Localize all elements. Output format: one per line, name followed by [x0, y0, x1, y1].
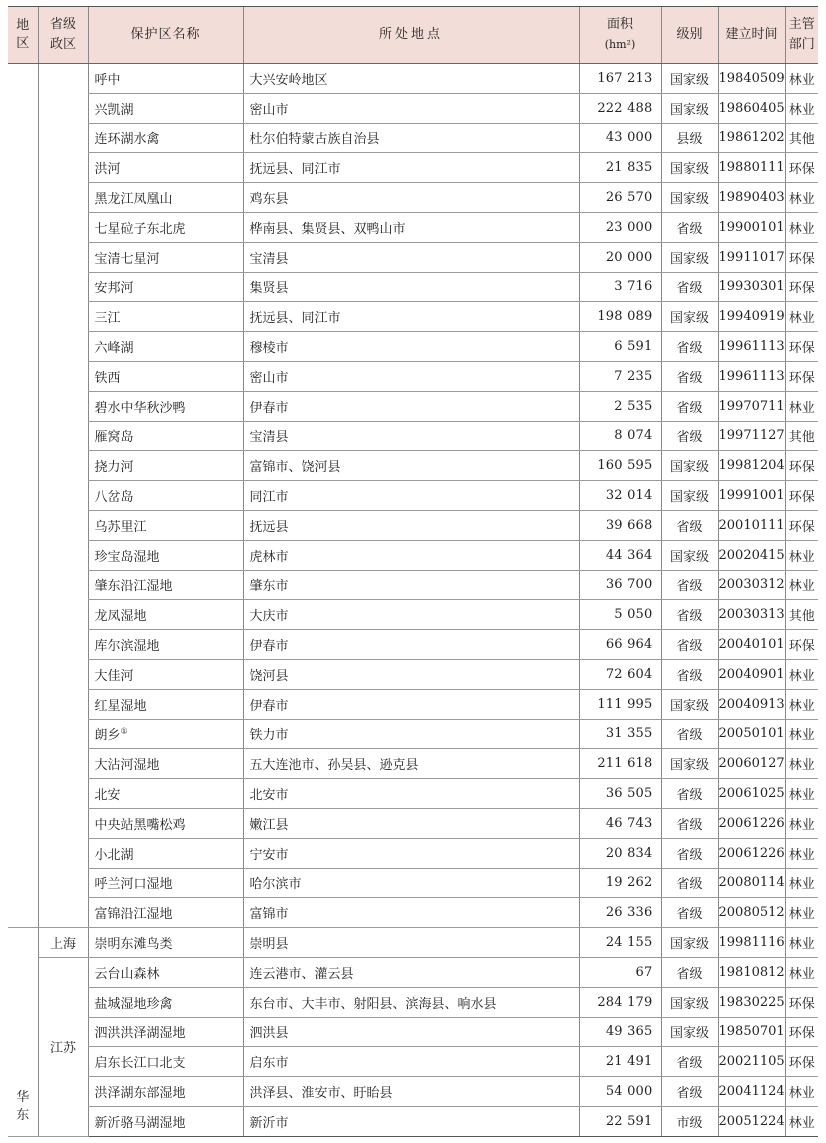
reserve-name: 铁西: [88, 361, 243, 391]
reserve-location: 伊春市: [243, 689, 579, 719]
reserve-location: 肇东市: [243, 570, 579, 600]
reserve-dept: 林业: [785, 212, 818, 242]
reserve-area: 21 491: [579, 1047, 661, 1077]
reserve-level: 省级: [661, 1047, 718, 1077]
reserve-area: 222 488: [579, 93, 661, 123]
reserve-level: 省级: [661, 898, 718, 928]
reserve-date: 19940919: [718, 302, 785, 332]
reserve-date: 19981204: [718, 451, 785, 481]
reserve-date: 20040101: [718, 630, 785, 660]
footnote-marker: ①: [120, 727, 128, 737]
reserve-name: 安邦河: [88, 272, 243, 302]
header-area: 面积 (hm²): [579, 7, 661, 64]
reserve-area: 43 000: [579, 123, 661, 153]
reserve-date: 20030313: [718, 600, 785, 630]
table-row: [8, 481, 818, 511]
reserve-area: 198 089: [579, 302, 661, 332]
reserve-level: 省级: [661, 332, 718, 362]
reserve-date: 19840509: [718, 64, 785, 94]
table-row: [8, 1106, 818, 1136]
table-row: [8, 93, 818, 123]
reserve-name: 红星湿地: [88, 689, 243, 719]
header-dept: 主管部门: [785, 7, 818, 64]
reserve-dept: 林业: [785, 183, 818, 213]
reserve-name: 朗乡①: [88, 719, 243, 749]
reserve-date: 19991001: [718, 481, 785, 511]
reserve-location: 密山市: [243, 93, 579, 123]
reserve-level: 省级: [661, 272, 718, 302]
reserve-area: 111 995: [579, 689, 661, 719]
reserve-date: 19961113: [718, 361, 785, 391]
reserve-name: 黑龙江凤凰山: [88, 183, 243, 213]
reserve-dept: 环保: [785, 451, 818, 481]
reserve-name: 兴凯湖: [88, 93, 243, 123]
header-row: [8, 7, 818, 64]
reserve-location: 泗洪县: [243, 1017, 579, 1047]
table-row: [8, 987, 818, 1017]
reserve-level: 国家级: [661, 183, 718, 213]
table-row: [8, 153, 818, 183]
reserve-level: 省级: [661, 1077, 718, 1107]
reserve-location: 伊春市: [243, 391, 579, 421]
reserve-area: 20 000: [579, 242, 661, 272]
reserve-name: 启东长江口北支: [88, 1047, 243, 1077]
reserve-dept: 林业: [785, 540, 818, 570]
reserve-area: 22 591: [579, 1106, 661, 1136]
table-row: [8, 600, 818, 630]
reserve-name: 北安: [88, 779, 243, 809]
reserve-level: 省级: [661, 630, 718, 660]
reserve-name: 泗洪洪泽湖湿地: [88, 1017, 243, 1047]
reserve-level: 省级: [661, 361, 718, 391]
reserve-area: 2 535: [579, 391, 661, 421]
reserve-name: 库尔滨湿地: [88, 630, 243, 660]
reserve-level: 国家级: [661, 749, 718, 779]
reserve-location: 哈尔滨市: [243, 868, 579, 898]
reserve-dept: 林业: [785, 838, 818, 868]
reserve-name: 崇明东滩鸟类: [88, 928, 243, 958]
reserve-location: 密山市: [243, 361, 579, 391]
reserve-dept: 林业: [785, 719, 818, 749]
reserve-name: 大佳河: [88, 659, 243, 689]
reserve-dept: 林业: [785, 928, 818, 958]
reserve-dept: 林业: [785, 391, 818, 421]
reserve-area: 31 355: [579, 719, 661, 749]
reserve-dept: 林业: [785, 570, 818, 600]
reserve-name: 龙凤湿地: [88, 600, 243, 630]
reserve-dept: 林业: [785, 779, 818, 809]
reserve-location: 宝清县: [243, 242, 579, 272]
reserve-date: 20030312: [718, 570, 785, 600]
reserve-area: 24 155: [579, 928, 661, 958]
reserve-name: 珍宝岛湿地: [88, 540, 243, 570]
reserve-dept: 林业: [785, 64, 818, 94]
reserve-level: 国家级: [661, 64, 718, 94]
reserve-area: 32 014: [579, 481, 661, 511]
reserve-area: 54 000: [579, 1077, 661, 1107]
reserve-location: 虎林市: [243, 540, 579, 570]
reserve-name: 宝清七星河: [88, 242, 243, 272]
reserve-location: 穆棱市: [243, 332, 579, 362]
reserve-dept: 林业: [785, 1106, 818, 1136]
reserve-area: 46 743: [579, 808, 661, 838]
reserve-date: 19961113: [718, 332, 785, 362]
table-row: [8, 570, 818, 600]
reserve-level: 省级: [661, 421, 718, 451]
reserve-location: 大兴安岭地区: [243, 64, 579, 94]
reserve-dept: 环保: [785, 510, 818, 540]
reserve-date: 20061226: [718, 838, 785, 868]
table-row: [8, 659, 818, 689]
reserve-name: 七星砬子东北虎: [88, 212, 243, 242]
reserve-dept: 林业: [785, 1077, 818, 1107]
table-row: [8, 332, 818, 362]
reserve-dept: 其他: [785, 421, 818, 451]
reserve-level: 国家级: [661, 93, 718, 123]
table-row: [8, 421, 818, 451]
table-row: [8, 183, 818, 213]
table-row: [8, 1077, 818, 1107]
reserve-area: 72 604: [579, 659, 661, 689]
reserve-name: 新沂骆马湖湿地: [88, 1106, 243, 1136]
table-row: [8, 212, 818, 242]
province-cell: 江苏: [38, 957, 88, 1136]
reserve-level: 市级: [661, 1106, 718, 1136]
reserve-name: 肇东沿江湿地: [88, 570, 243, 600]
header-name: 保护区名称: [88, 7, 243, 64]
reserve-dept: 环保: [785, 153, 818, 183]
reserve-level: 县级: [661, 123, 718, 153]
reserve-location: 鸡东县: [243, 183, 579, 213]
header-date: 建立时间: [718, 7, 785, 64]
reserve-dept: 林业: [785, 957, 818, 987]
reserve-area: 3 716: [579, 272, 661, 302]
table-row: [8, 1047, 818, 1077]
reserve-dept: 环保: [785, 242, 818, 272]
reserve-level: 省级: [661, 957, 718, 987]
reserve-dept: 其他: [785, 600, 818, 630]
reserve-dept: 环保: [785, 1047, 818, 1077]
reserve-dept: 环保: [785, 361, 818, 391]
reserve-name: 盐城湿地珍禽: [88, 987, 243, 1017]
reserve-level: 省级: [661, 779, 718, 809]
table-row: [8, 272, 818, 302]
reserve-name: 呼兰河口湿地: [88, 868, 243, 898]
reserve-level: 国家级: [661, 242, 718, 272]
table-row: [8, 1017, 818, 1047]
reserve-location: 大庆市: [243, 600, 579, 630]
reserve-area: 36 505: [579, 779, 661, 809]
reserve-level: 国家级: [661, 689, 718, 719]
header-location: 所处地点: [243, 7, 579, 64]
table-row: [8, 64, 818, 94]
table-row: [8, 361, 818, 391]
table-row: [8, 928, 818, 958]
reserve-area: 67: [579, 957, 661, 987]
reserve-dept: 其他: [785, 123, 818, 153]
reserve-area: 26 336: [579, 898, 661, 928]
reserve-location: 宁安市: [243, 838, 579, 868]
table-row: [8, 957, 818, 987]
reserve-name: 富锦沿江湿地: [88, 898, 243, 928]
reserve-area: 49 365: [579, 1017, 661, 1047]
reserve-location: 宝清县: [243, 421, 579, 451]
reserve-dept: 环保: [785, 332, 818, 362]
reserve-area: 20 834: [579, 838, 661, 868]
reserve-level: 国家级: [661, 987, 718, 1017]
reserve-location: 启东市: [243, 1047, 579, 1077]
table-row: [8, 719, 818, 749]
reserve-date: 19850701: [718, 1017, 785, 1047]
reserve-level: 省级: [661, 212, 718, 242]
reserve-level: 国家级: [661, 451, 718, 481]
reserve-level: 省级: [661, 868, 718, 898]
reserve-location: 抚远县: [243, 510, 579, 540]
reserve-name: 碧水中华秋沙鸭: [88, 391, 243, 421]
province-cell: 上海: [38, 928, 88, 958]
reserve-name: 乌苏里江: [88, 510, 243, 540]
reserve-date: 20020415: [718, 540, 785, 570]
reserve-location: 连云港市、灌云县: [243, 957, 579, 987]
reserve-level: 国家级: [661, 928, 718, 958]
table-row: [8, 808, 818, 838]
reserve-location: 嫩江县: [243, 808, 579, 838]
table-row: [8, 540, 818, 570]
reserve-area: 66 964: [579, 630, 661, 660]
table-row: [8, 510, 818, 540]
reserve-level: 国家级: [661, 481, 718, 511]
reserve-area: 8 074: [579, 421, 661, 451]
reserve-level: 国家级: [661, 540, 718, 570]
reserve-date: 20080114: [718, 868, 785, 898]
reserve-level: 国家级: [661, 302, 718, 332]
reserve-date: 19860405: [718, 93, 785, 123]
reserve-name: 呼中: [88, 64, 243, 94]
reserve-location: 集贤县: [243, 272, 579, 302]
reserve-dept: 林业: [785, 868, 818, 898]
reserve-date: 19880111: [718, 153, 785, 183]
reserve-name: 六峰湖: [88, 332, 243, 362]
reserve-area: 23 000: [579, 212, 661, 242]
reserve-date: 20010111: [718, 510, 785, 540]
reserve-area: 26 570: [579, 183, 661, 213]
reserve-name: 八岔岛: [88, 481, 243, 511]
reserve-date: 20060127: [718, 749, 785, 779]
reserve-location: 五大连池市、孙吴县、逊克县: [243, 749, 579, 779]
table-row: [8, 898, 818, 928]
reserve-level: 省级: [661, 719, 718, 749]
reserve-date: 19970711: [718, 391, 785, 421]
table-row: [8, 391, 818, 421]
reserve-name: 大沾河湿地: [88, 749, 243, 779]
reserve-name: 洪泽湖东部湿地: [88, 1077, 243, 1107]
reserve-name: 小北湖: [88, 838, 243, 868]
table-row: [8, 868, 818, 898]
table-row: [8, 779, 818, 809]
reserve-level: 省级: [661, 838, 718, 868]
reserve-area: 160 595: [579, 451, 661, 481]
reserve-date: 20041124: [718, 1077, 785, 1107]
reserve-dept: 环保: [785, 987, 818, 1017]
reserve-date: 20040913: [718, 689, 785, 719]
province-cell: [38, 64, 88, 928]
table-row: [8, 630, 818, 660]
reserve-location: 同江市: [243, 481, 579, 511]
reserve-location: 崇明县: [243, 928, 579, 958]
reserve-date: 20051224: [718, 1106, 785, 1136]
reserve-level: 省级: [661, 510, 718, 540]
reserve-dept: 林业: [785, 659, 818, 689]
reserve-area: 6 591: [579, 332, 661, 362]
reserve-area: 44 364: [579, 540, 661, 570]
reserve-date: 19930301: [718, 272, 785, 302]
table-row: [8, 242, 818, 272]
reserve-dept: 林业: [785, 302, 818, 332]
reserve-dept: 环保: [785, 630, 818, 660]
region-cell: 华东: [8, 928, 38, 1137]
reserve-level: 省级: [661, 391, 718, 421]
reserve-location: 桦南县、集贤县、双鸭山市: [243, 212, 579, 242]
reserve-name: 云台山森林: [88, 957, 243, 987]
reserve-area: 36 700: [579, 570, 661, 600]
reserve-dept: 林业: [785, 93, 818, 123]
reserve-date: 20021105: [718, 1047, 785, 1077]
reserve-location: 抚远县、同江市: [243, 153, 579, 183]
reserve-location: 新沂市: [243, 1106, 579, 1136]
region-cell: [8, 64, 38, 928]
reserve-level: 省级: [661, 600, 718, 630]
reserve-location: 洪泽县、淮安市、盱眙县: [243, 1077, 579, 1107]
reserves-table: [8, 6, 818, 1137]
reserve-name: 中央站黑嘴松鸡: [88, 808, 243, 838]
reserve-level: 省级: [661, 659, 718, 689]
reserve-location: 富锦市、饶河县: [243, 451, 579, 481]
reserve-date: 19900101: [718, 212, 785, 242]
reserve-level: 国家级: [661, 153, 718, 183]
reserve-name: 连环湖水禽: [88, 123, 243, 153]
reserve-location: 杜尔伯特蒙古族自治县: [243, 123, 579, 153]
reserve-dept: 林业: [785, 749, 818, 779]
reserve-date: 19810812: [718, 957, 785, 987]
reserve-location: 富锦市: [243, 898, 579, 928]
reserve-name: 挠力河: [88, 451, 243, 481]
reserve-date: 20040901: [718, 659, 785, 689]
reserve-dept: 林业: [785, 808, 818, 838]
reserve-name: 三江: [88, 302, 243, 332]
reserve-date: 19911017: [718, 242, 785, 272]
reserve-area: 5 050: [579, 600, 661, 630]
reserve-area: 284 179: [579, 987, 661, 1017]
reserve-date: 19981116: [718, 928, 785, 958]
reserve-date: 19830225: [718, 987, 785, 1017]
reserve-date: 19971127: [718, 421, 785, 451]
header-province: 省级政区: [38, 7, 88, 64]
table-row: [8, 123, 818, 153]
header-level: 级别: [661, 7, 718, 64]
reserve-dept: 环保: [785, 272, 818, 302]
reserve-area: 19 262: [579, 868, 661, 898]
reserve-location: 抚远县、同江市: [243, 302, 579, 332]
reserve-area: 211 618: [579, 749, 661, 779]
reserve-location: 伊春市: [243, 630, 579, 660]
reserve-date: 19861202: [718, 123, 785, 153]
reserve-name: 洪河: [88, 153, 243, 183]
reserve-area: 39 668: [579, 510, 661, 540]
header-region: 地区: [8, 7, 38, 64]
reserve-dept: 林业: [785, 898, 818, 928]
reserve-date: 20061025: [718, 779, 785, 809]
reserve-level: 省级: [661, 808, 718, 838]
reserve-date: 20050101: [718, 719, 785, 749]
reserve-date: 19890403: [718, 183, 785, 213]
reserve-area: 167 213: [579, 64, 661, 94]
reserve-date: 20080512: [718, 898, 785, 928]
reserve-level: 国家级: [661, 1017, 718, 1047]
reserve-area: 7 235: [579, 361, 661, 391]
table-row: [8, 689, 818, 719]
reserve-location: 东台市、大丰市、射阳县、滨海县、响水县: [243, 987, 579, 1017]
table-row: [8, 451, 818, 481]
reserve-location: 北安市: [243, 779, 579, 809]
reserve-dept: 林业: [785, 689, 818, 719]
reserve-location: 铁力市: [243, 719, 579, 749]
table-row: [8, 302, 818, 332]
reserve-date: 20061226: [718, 808, 785, 838]
reserve-name: 雁窝岛: [88, 421, 243, 451]
reserve-area: 21 835: [579, 153, 661, 183]
reserve-dept: 环保: [785, 1017, 818, 1047]
reserve-location: 饶河县: [243, 659, 579, 689]
table-row: [8, 838, 818, 868]
reserve-level: 省级: [661, 570, 718, 600]
reserve-dept: 环保: [785, 481, 818, 511]
table-row: [8, 749, 818, 779]
